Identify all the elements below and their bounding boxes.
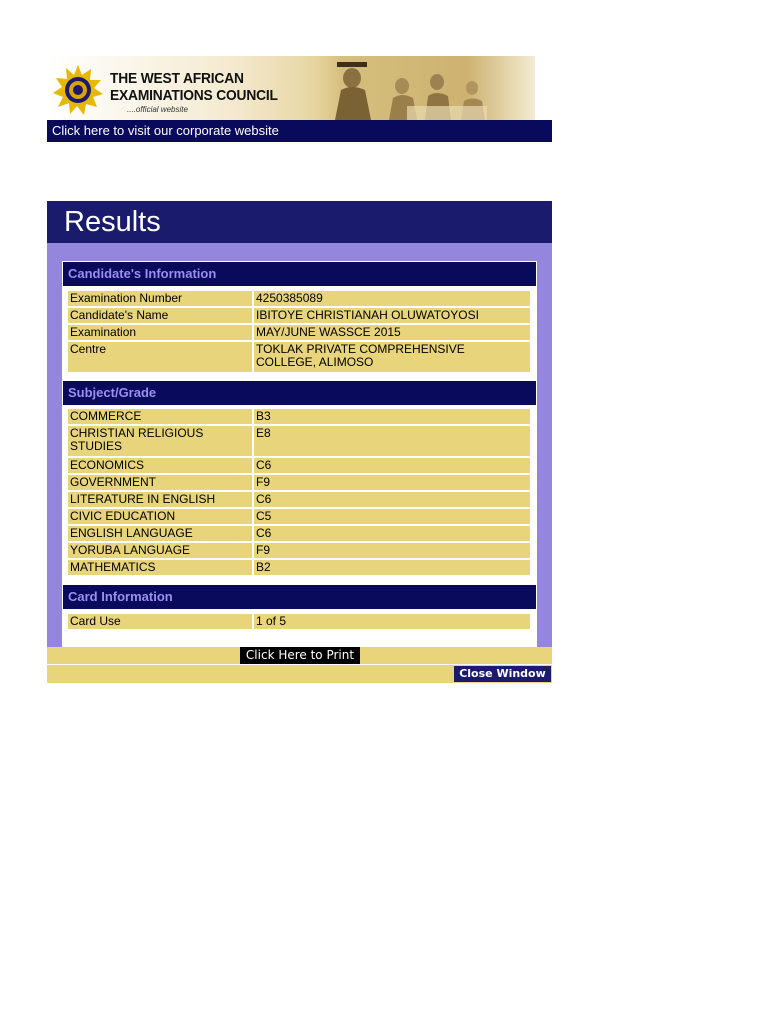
- subject-row: [68, 509, 530, 524]
- subject-row: [68, 560, 530, 575]
- print-bar: [47, 647, 552, 664]
- candidate-info-header: Candidate's Information: [63, 262, 536, 286]
- row-label: Card Use: [68, 614, 252, 629]
- card-info-header: Card Information: [63, 585, 536, 609]
- subject-row: [68, 526, 530, 541]
- results-content: [62, 261, 537, 647]
- subject-row: [68, 492, 530, 507]
- candidate-row-examination: [68, 325, 530, 340]
- candidate-row-name: [68, 308, 530, 323]
- subject-row: [68, 426, 530, 456]
- subject-row: [68, 475, 530, 490]
- row-value: TOKLAK PRIVATE COMPREHENSIVE COLLEGE, ALIMOSO: [254, 342, 530, 372]
- subject-name: COMMERCE: [68, 409, 252, 424]
- subject-grade: C5: [254, 509, 530, 524]
- subject-grade: E8: [254, 426, 530, 456]
- graduates-photo: [307, 56, 535, 120]
- subject-grade: B3: [254, 409, 530, 424]
- card-row-card-use: [68, 614, 530, 629]
- subject-name: CIVIC EDUCATION: [68, 509, 252, 524]
- subject-name: ECONOMICS: [68, 458, 252, 473]
- subject-name: YORUBA LANGUAGE: [68, 543, 252, 558]
- corporate-website-link[interactable]: Click here to visit our corporate website: [47, 120, 552, 142]
- candidate-row-exam-number: [68, 291, 530, 306]
- row-value: IBITOYE CHRISTIANAH OLUWATOYOSI: [254, 308, 530, 323]
- subject-name: ENGLISH LANGUAGE: [68, 526, 252, 541]
- subject-grade: C6: [254, 492, 530, 507]
- subject-row: [68, 458, 530, 473]
- subject-name: GOVERNMENT: [68, 475, 252, 490]
- waec-banner: [47, 56, 535, 120]
- subject-row: [68, 409, 530, 424]
- org-name: THE WEST AFRICAN EXAMINATIONS COUNCIL: [110, 70, 278, 104]
- row-label: Centre: [68, 342, 252, 372]
- subject-grade: C6: [254, 526, 530, 541]
- subject-grade: C6: [254, 458, 530, 473]
- row-label: Examination: [68, 325, 252, 340]
- row-value: MAY/JUNE WASSCE 2015: [254, 325, 530, 340]
- close-bar: [47, 665, 552, 683]
- results-panel: [47, 243, 552, 647]
- subject-name: MATHEMATICS: [68, 560, 252, 575]
- close-window-button[interactable]: Close Window: [454, 666, 551, 682]
- subject-name: CHRISTIAN RELIGIOUS STUDIES: [68, 426, 252, 456]
- tagline: ....official website: [127, 105, 188, 114]
- subject-row: [68, 543, 530, 558]
- row-label: Examination Number: [68, 291, 252, 306]
- subject-name: LITERATURE IN ENGLISH: [68, 492, 252, 507]
- subject-grade: F9: [254, 543, 530, 558]
- candidate-row-centre: [68, 342, 530, 372]
- print-button[interactable]: Click Here to Print: [240, 647, 360, 664]
- results-title: Results: [47, 201, 552, 243]
- row-label: Candidate's Name: [68, 308, 252, 323]
- subject-grade-header: Subject/Grade: [63, 381, 536, 405]
- row-value: 4250385089: [254, 291, 530, 306]
- waec-seal-icon: [52, 64, 104, 116]
- subject-grade: B2: [254, 560, 530, 575]
- subject-grade: F9: [254, 475, 530, 490]
- row-value: 1 of 5: [254, 614, 530, 629]
